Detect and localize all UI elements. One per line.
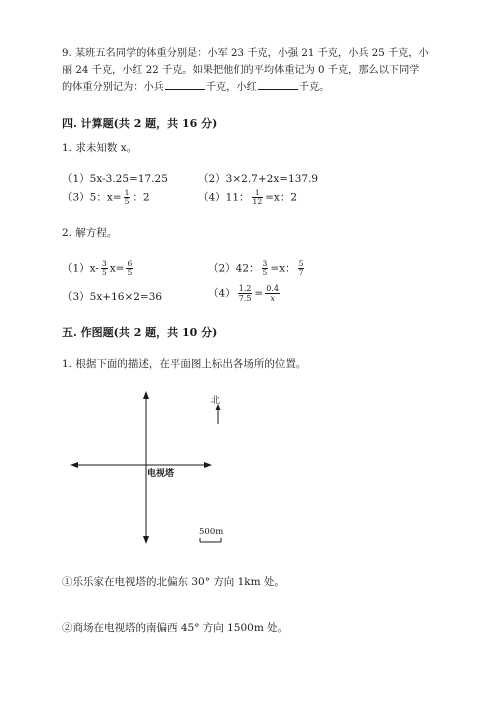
description-item-1: ①乐乐家在电视塔的北偏东 30° 方向 1km 处。 bbox=[62, 576, 285, 588]
fraction-denominator: 5 bbox=[262, 268, 268, 277]
section-5-title: 五. 作图题(共 2 题，共 10 分) bbox=[62, 326, 218, 339]
equation-2-4-prefix: （4） bbox=[208, 287, 236, 300]
fraction-denominator: 7.5 bbox=[238, 294, 252, 303]
equation-1-3-suffix: ：2 bbox=[132, 191, 150, 204]
equation-1-1: （1）5x-3.25=17.25 bbox=[62, 173, 168, 185]
equation-1-2: （2）3×2.7+2x=137.9 bbox=[198, 173, 319, 185]
fraction-denominator: 5 bbox=[101, 268, 107, 277]
tv-tower-label: 电视塔 bbox=[147, 469, 175, 479]
fraction-numerator: 6 bbox=[127, 259, 133, 268]
question-9-line-1: 9. 某班五名同学的体重分别是：小军 23 千克，小强 21 千克，小兵 25 千克，小 bbox=[62, 48, 429, 59]
arrow-left-icon bbox=[70, 462, 78, 468]
fraction-numerator: 0.4 bbox=[266, 284, 279, 293]
fraction-denominator: 7 bbox=[298, 268, 304, 277]
fraction-numerator: 3 bbox=[262, 259, 268, 268]
fraction-numerator: 5 bbox=[298, 259, 304, 268]
fraction-numerator: 1 bbox=[252, 189, 264, 198]
equation-2-2-middle: =x： bbox=[270, 262, 296, 275]
section-4-question-2-title: 2. 解方程。 bbox=[62, 227, 118, 239]
arrow-down-icon bbox=[143, 536, 149, 544]
description-item-2: ②商场在电视塔的南偏西 45° 方向 1500m 处。 bbox=[62, 622, 289, 634]
north-label: 北 bbox=[211, 396, 221, 406]
fraction-denominator: x bbox=[270, 294, 275, 303]
fraction-denominator: 5 bbox=[127, 268, 133, 277]
question-9-text-c: 千克。 bbox=[298, 82, 330, 93]
section-4-question-1-title: 1. 求未知数 x。 bbox=[62, 142, 138, 154]
fraction-numerator: 1 bbox=[124, 188, 130, 197]
scale-label: 500m bbox=[199, 527, 224, 537]
equation-1-4-suffix: =x：2 bbox=[265, 191, 297, 204]
question-9-text-b: 千克，小红 bbox=[205, 82, 257, 93]
fraction-numerator: 3 bbox=[101, 259, 107, 268]
fraction-numerator: 1.2 bbox=[238, 284, 252, 293]
equation-2-4-equals: = bbox=[254, 287, 264, 300]
section-4-title: 四. 计算题(共 2 题，共 16 分) bbox=[62, 117, 218, 130]
arrowheads bbox=[70, 391, 224, 544]
equation-2-3: （3）5x+16×2=36 bbox=[62, 291, 163, 303]
fraction-denominator: 12 bbox=[252, 197, 263, 206]
question-9-line-2: 丽 24 千克，小红 22 千克。如果把他们的平均体重记为 0 千克，那么以下同学 bbox=[62, 65, 420, 76]
equation-2-1-middle: x= bbox=[109, 262, 125, 275]
equation-2-1-prefix: （1）x- bbox=[62, 262, 99, 275]
equation-1-4-prefix: （4）11： bbox=[198, 191, 250, 204]
arrow-up-icon bbox=[143, 391, 149, 399]
arrow-right-icon bbox=[204, 462, 212, 468]
fraction-denominator: 5 bbox=[124, 197, 130, 206]
equation-1-3-prefix: （3）5：x= bbox=[62, 191, 122, 204]
equation-2-2-prefix: （2）42： bbox=[208, 262, 260, 275]
section-5-question-1-title: 1. 根据下面的描述，在平面图上标出各场所的位置。 bbox=[62, 358, 307, 370]
question-9-text-a: 的体重分别记为：小兵 bbox=[62, 82, 164, 93]
